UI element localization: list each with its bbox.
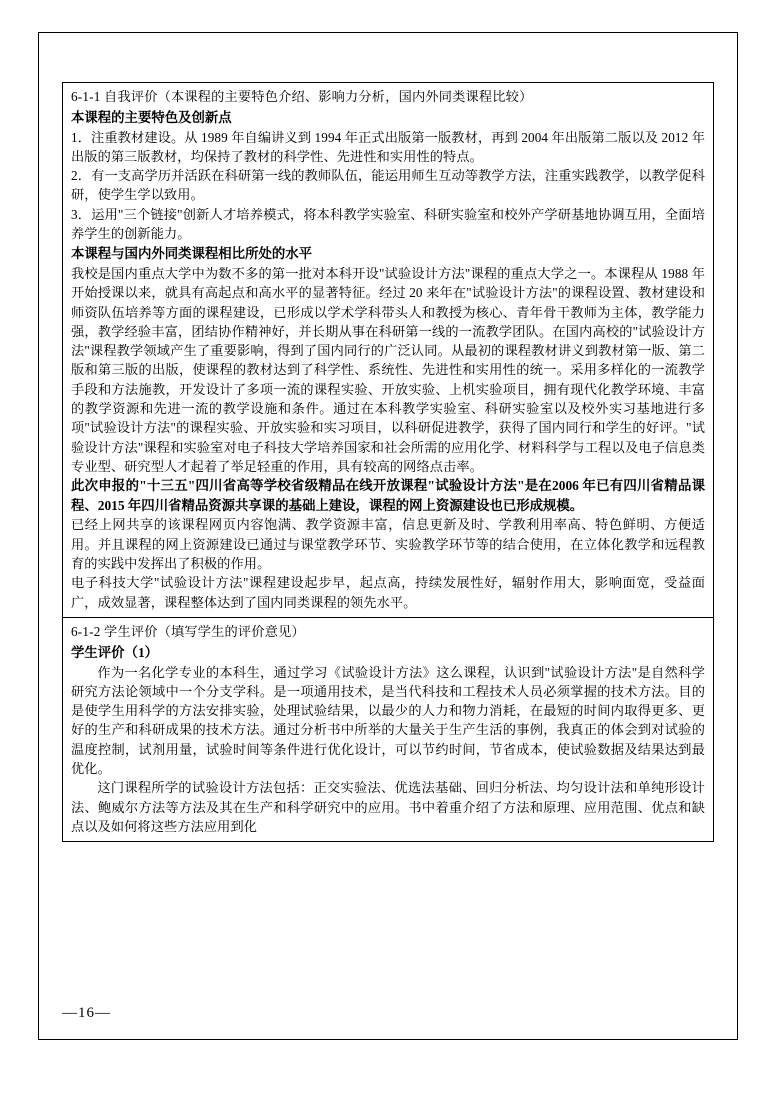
section-self-evaluation [63, 83, 713, 618]
subheading-course-features: 本课程的主要特色及创新点 [71, 110, 232, 125]
feature-item-1: 1．注重教材建设。从 1989 年自编讲义到 1994 年正式出版第一版教材，再到 2004 年出版第二版以及 2012 年出版的第三版教材，均保持了教材的科学性、先进性和实用性的特点。 [71, 129, 705, 164]
online-resources-paragraph: 已经上网共享的该课程网页内容饱满、教学资源丰富，信息更新及时、学教利用率高、特色鲜明、方便适用。并且课程的网上资源建设已通过与课堂教学环节、实验教学环节等的结合使用，在立体化教学和远程教育的实践中发挥出了积极的作用。 [71, 517, 705, 572]
page-number: —16— [62, 1005, 111, 1021]
section-student-evaluation [63, 618, 713, 842]
feature-item-2: 2．有一支高学历并活跃在科研第一线的教师队伍，能运用师生互动等教学方法，注重实践教学，以教学促科研，使学生学以致用。 [71, 168, 705, 203]
section-heading-self-evaluation: 6-1-1 自我评价（本课程的主要特色介绍、影响力分析，国内外同类课程比较） [71, 89, 533, 104]
conclusion-paragraph: 电子科技大学"试验设计方法"课程建设起步早，起点高，持续发展性好，辐射作用大，影响面宽，受益面广，成效显著，课程整体达到了国内同类课程的领先水平。 [71, 575, 705, 610]
comparison-body-paragraph: 我校是国内重点大学中为数不多的第一批对本科开设"试验设计方法"课程的重点大学之一。本课程从 1988 年开始授课以来，就具有高起点和高水平的显著特征。经过 20 来年在"试验设计方法"的课程设置、教材建设和师资队伍培养等方面的课程建设，已形成以学术学科带头人和教授为核心、青年骨干教师为主体，教学能力强，教学经验丰富，团结协作精神好，并长期从事在科研第一线的一流教学团队。在国内高校的"试验设计方法"课程教学领域产生了重要影响，得到了国内同行的广泛认同。从最初的课程教材讲义到教材第一版、第二版和第三版的出版，使课程的教材达到了科学性、系统性、先进性和实用性的统一。采用多样化的一流教学手段和方法施教，开发设计了多项一流的课程实验、开放实验、上机实验项目，拥有现代化教学环境、丰富的教学资源和先进一流的教学设施和条件。通过在本科教学实验室、科研实验室以及校外实习基地进行多项"试验设计方法"的课程实验、开放实验和实习项目，以科研促进教学，获得了国内同行和学生的好评。"试验设计方法"课程和实验室对电子科技大学培养国家和社会所需的应用化学、材料科学与工程以及电子信息类专业型、研究型人才起着了举足轻重的作用，具有较高的网络点击率。 [71, 265, 705, 474]
subheading-comparison-level: 本课程与国内外同类课程相比所处的水平 [71, 246, 313, 262]
student-evaluation-paragraph-1: 作为一名化学专业的本科生，通过学习《试验设计方法》这么课程，认识到"试验设计方法"是自然科学研究方法论领域中一个分支学科。是一项通用技术，是当代科技和工程技术人员必须掌握的技术方法。目的是使学生用科学的方法安排实验，处理试验结果，以最少的人力和物力消耗，在最短的时间内取得更多、更好的生产和科研成果的技术方法。通过分析书中所举的大量关于生产生活的事例，我真正的体会到对试验的温度控制，试剂用量，试验时间等条件进行优化设计，可以节约时间，节省成本，使试验数据及结果达到最优化。 [71, 664, 705, 776]
section-heading-student-evaluation: 6-1-2 学生评价（填写学生的评价意见） [71, 623, 305, 639]
subheading-student-evaluation-1: 学生评价（1） [71, 644, 159, 660]
form-table [62, 82, 714, 842]
feature-item-3: 3．运用"三个链接"创新人才培养模式，将本科教学实验室、科研实验室和校外产学研基地协调互用，全面培养学生的创新能力。 [71, 206, 705, 242]
application-highlight-paragraph: 此次申报的"十三五"四川省高等学校省级精品在线开放课程"试验设计方法"是在2006 年已有四川省精品课程、2015 年四川省精品资源共享课的基础上建设，课程的网上资源建设也已形成规模。 [71, 478, 705, 513]
student-evaluation-paragraph-2: 这门课程所学的试验设计方法包括：正交实验法、优选法基础、回归分析法、均匀设计法和单纯形设计法、鲍威尔方法等方法及其在生产和科学研究中的应用。书中着重介绍了方法和原理、应用范围、优点和缺点以及如何将这些方法应用到化 [71, 780, 705, 834]
